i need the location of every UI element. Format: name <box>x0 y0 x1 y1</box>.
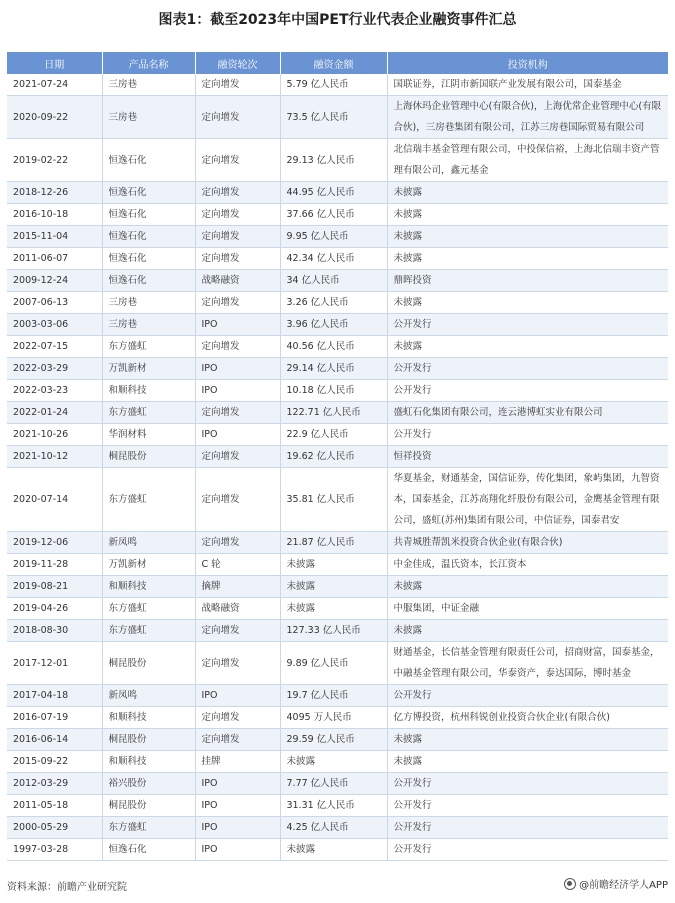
cell-company: 恒逸石化 <box>102 248 195 270</box>
table-row <box>7 248 668 270</box>
table-row <box>7 554 668 576</box>
cell-amount: 10.18 亿人民币 <box>280 380 387 402</box>
table-row <box>7 620 668 642</box>
cell-company: 和顺科技 <box>102 576 195 598</box>
cell-investors: 公开发行 <box>387 773 668 795</box>
cell-round: 定向增发 <box>195 402 280 424</box>
cell-round: 定向增发 <box>195 292 280 314</box>
cell-company: 三房巷 <box>102 314 195 336</box>
cell-date: 2007-06-13 <box>7 292 102 314</box>
cell-investors: 公开发行 <box>387 685 668 707</box>
cell-round: 定向增发 <box>195 226 280 248</box>
cell-date: 2019-04-26 <box>7 598 102 620</box>
cell-round: 定向增发 <box>195 642 280 685</box>
cell-company: 万凯新材 <box>102 358 195 380</box>
table-row <box>7 532 668 554</box>
cell-investors: 鼎晖投资 <box>387 270 668 292</box>
cell-amount: 9.89 亿人民币 <box>280 642 387 685</box>
cell-round: C 轮 <box>195 554 280 576</box>
table-row <box>7 598 668 620</box>
cell-amount: 29.13 亿人民币 <box>280 139 387 182</box>
cell-amount: 4095 万人民币 <box>280 707 387 729</box>
cell-investors: 公开发行 <box>387 424 668 446</box>
cell-investors: 公开发行 <box>387 314 668 336</box>
table-row <box>7 685 668 707</box>
cell-company: 和顺科技 <box>102 380 195 402</box>
cell-company: 东方盛虹 <box>102 620 195 642</box>
cell-amount: 22.9 亿人民币 <box>280 424 387 446</box>
cell-company: 裕兴股份 <box>102 773 195 795</box>
cell-amount: 42.34 亿人民币 <box>280 248 387 270</box>
cell-company: 恒逸石化 <box>102 204 195 226</box>
table-row <box>7 707 668 729</box>
cell-investors: 恒祥投资 <box>387 446 668 468</box>
cell-date: 2019-11-28 <box>7 554 102 576</box>
cell-round: 定向增发 <box>195 96 280 139</box>
cell-round: 定向增发 <box>195 468 280 532</box>
table-row <box>7 642 668 685</box>
cell-investors: 未披露 <box>387 729 668 751</box>
cell-investors: 上海休玛企业管理中心(有限合伙)，上海优常企业管理中心(有限合伙)，三房巷集团有限公司，江苏三房巷国际贸易有限公司 <box>387 96 668 139</box>
table-body <box>7 74 668 861</box>
cell-investors: 亿方博投资，杭州科锐创业投资合伙企业(有限合伙) <box>387 707 668 729</box>
cell-investors: 未披露 <box>387 751 668 773</box>
cell-date: 2009-12-24 <box>7 270 102 292</box>
financing-table <box>7 52 668 861</box>
cell-investors: 未披露 <box>387 204 668 226</box>
cell-round: 定向增发 <box>195 729 280 751</box>
cell-company: 万凯新材 <box>102 554 195 576</box>
cell-company: 东方盛虹 <box>102 468 195 532</box>
cell-investors: 北信瑞丰基金管理有限公司，中投保信裕，上海北信瑞丰资产管理有限公司，鑫元基金 <box>387 139 668 182</box>
table-row <box>7 380 668 402</box>
cell-investors: 未披露 <box>387 576 668 598</box>
cell-date: 2016-10-18 <box>7 204 102 226</box>
cell-company: 三房巷 <box>102 74 195 96</box>
cell-investors: 公开发行 <box>387 358 668 380</box>
cell-round: 定向增发 <box>195 139 280 182</box>
cell-company: 桐昆股份 <box>102 729 195 751</box>
cell-amount: 37.66 亿人民币 <box>280 204 387 226</box>
header-date: 日期 <box>7 52 102 74</box>
cell-amount: 73.5 亿人民币 <box>280 96 387 139</box>
cell-date: 2017-12-01 <box>7 642 102 685</box>
cell-amount: 44.95 亿人民币 <box>280 182 387 204</box>
cell-amount: 5.79 亿人民币 <box>280 74 387 96</box>
cell-investors: 中金佳成，温氏资本，长江资本 <box>387 554 668 576</box>
cell-amount: 19.7 亿人民币 <box>280 685 387 707</box>
cell-amount: 122.71 亿人民币 <box>280 402 387 424</box>
cell-company: 桐昆股份 <box>102 446 195 468</box>
source-note: 资料来源：前瞻产业研究院 <box>7 882 127 893</box>
cell-amount: 未披露 <box>280 751 387 773</box>
cell-company: 恒逸石化 <box>102 226 195 248</box>
cell-amount: 7.77 亿人民币 <box>280 773 387 795</box>
cell-investors: 未披露 <box>387 226 668 248</box>
cell-date: 2017-04-18 <box>7 685 102 707</box>
cell-company: 新凤鸣 <box>102 685 195 707</box>
cell-investors: 公开发行 <box>387 817 668 839</box>
cell-company: 恒逸石化 <box>102 182 195 204</box>
cell-investors: 未披露 <box>387 336 668 358</box>
cell-round: 定向增发 <box>195 248 280 270</box>
cell-date: 2021-10-26 <box>7 424 102 446</box>
cell-round: IPO <box>195 314 280 336</box>
cell-round: IPO <box>195 817 280 839</box>
cell-investors: 国联证券，江阴市新国联产业发展有限公司，国泰基金 <box>387 74 668 96</box>
cell-investors: 华夏基金，财通基金，国信证券，传化集团，象屿集团，九智资本，国泰基金，江苏高翔化纤股份有限公司，金鹰基金管理有限公司，盛虹(苏州)集团有限公司，中信证券，国泰君安 <box>387 468 668 532</box>
cell-date: 2018-12-26 <box>7 182 102 204</box>
cell-round: 定向增发 <box>195 336 280 358</box>
cell-round: 定向增发 <box>195 532 280 554</box>
cell-amount: 29.14 亿人民币 <box>280 358 387 380</box>
cell-date: 2021-10-12 <box>7 446 102 468</box>
cell-round: IPO <box>195 424 280 446</box>
cell-date: 2000-05-29 <box>7 817 102 839</box>
cell-date: 2015-09-22 <box>7 751 102 773</box>
cell-date: 2021-07-24 <box>7 74 102 96</box>
table-row <box>7 270 668 292</box>
cell-investors: 未披露 <box>387 248 668 270</box>
cell-date: 2022-03-29 <box>7 358 102 380</box>
cell-company: 桐昆股份 <box>102 642 195 685</box>
table-row <box>7 182 668 204</box>
cell-company: 新凤鸣 <box>102 532 195 554</box>
table-row <box>7 729 668 751</box>
cell-amount: 29.59 亿人民币 <box>280 729 387 751</box>
cell-round: 定向增发 <box>195 74 280 96</box>
cell-round: 定向增发 <box>195 204 280 226</box>
cell-amount: 40.56 亿人民币 <box>280 336 387 358</box>
header-investors: 投资机构 <box>387 52 668 74</box>
cell-company: 恒逸石化 <box>102 839 195 861</box>
table-row <box>7 358 668 380</box>
table-row <box>7 226 668 248</box>
cell-investors: 未披露 <box>387 620 668 642</box>
cell-company: 东方盛虹 <box>102 402 195 424</box>
cell-amount: 127.33 亿人民币 <box>280 620 387 642</box>
cell-date: 2016-07-19 <box>7 707 102 729</box>
header-company: 产品名称 <box>102 52 195 74</box>
cell-round: 定向增发 <box>195 182 280 204</box>
table-row <box>7 314 668 336</box>
cell-investors: 盛虹石化集团有限公司，连云港博虹实业有限公司 <box>387 402 668 424</box>
table-row <box>7 402 668 424</box>
cell-date: 2015-11-04 <box>7 226 102 248</box>
cell-company: 恒逸石化 <box>102 270 195 292</box>
cell-amount: 31.31 亿人民币 <box>280 795 387 817</box>
cell-date: 2020-07-14 <box>7 468 102 532</box>
table-row <box>7 817 668 839</box>
cell-date: 2011-06-07 <box>7 248 102 270</box>
cell-amount: 未披露 <box>280 839 387 861</box>
cell-round: IPO <box>195 773 280 795</box>
table-header-row <box>7 52 668 74</box>
table-row <box>7 204 668 226</box>
cell-investors: 公开发行 <box>387 839 668 861</box>
chart-title: 图表1：截至2023年中国PET行业代表企业融资事件汇总 <box>158 12 517 28</box>
cell-round: 摘牌 <box>195 576 280 598</box>
cell-round: 战略融资 <box>195 598 280 620</box>
cell-amount: 35.81 亿人民币 <box>280 468 387 532</box>
cell-round: 定向增发 <box>195 620 280 642</box>
cell-amount: 4.25 亿人民币 <box>280 817 387 839</box>
cell-amount: 9.95 亿人民币 <box>280 226 387 248</box>
table-row <box>7 576 668 598</box>
cell-round: IPO <box>195 685 280 707</box>
cell-investors: 公开发行 <box>387 795 668 817</box>
brand-text: @前瞻经济学人APP <box>579 880 668 891</box>
cell-round: 战略融资 <box>195 270 280 292</box>
cell-investors: 未披露 <box>387 292 668 314</box>
cell-amount: 未披露 <box>280 576 387 598</box>
table-row <box>7 446 668 468</box>
header-round: 融资轮次 <box>195 52 280 74</box>
cell-date: 2020-09-22 <box>7 96 102 139</box>
qianzhan-logo-icon <box>564 878 576 890</box>
cell-date: 2016-06-14 <box>7 729 102 751</box>
cell-company: 恒逸石化 <box>102 139 195 182</box>
cell-date: 2012-03-29 <box>7 773 102 795</box>
cell-investors: 未披露 <box>387 182 668 204</box>
table-row <box>7 468 668 532</box>
cell-amount: 21.87 亿人民币 <box>280 532 387 554</box>
cell-date: 2019-02-22 <box>7 139 102 182</box>
cell-date: 2019-12-06 <box>7 532 102 554</box>
table-row <box>7 336 668 358</box>
cell-date: 2018-08-30 <box>7 620 102 642</box>
table-row <box>7 424 668 446</box>
cell-company: 东方盛虹 <box>102 598 195 620</box>
cell-company: 东方盛虹 <box>102 336 195 358</box>
cell-amount: 未披露 <box>280 598 387 620</box>
cell-company: 三房巷 <box>102 96 195 139</box>
cell-date: 2022-07-15 <box>7 336 102 358</box>
table-row <box>7 751 668 773</box>
table-row <box>7 96 668 139</box>
cell-round: IPO <box>195 358 280 380</box>
cell-date: 2022-03-23 <box>7 380 102 402</box>
cell-round: 定向增发 <box>195 707 280 729</box>
cell-amount: 3.26 亿人民币 <box>280 292 387 314</box>
cell-amount: 19.62 亿人民币 <box>280 446 387 468</box>
header-amount: 融资金额 <box>280 52 387 74</box>
cell-company: 三房巷 <box>102 292 195 314</box>
brand-watermark <box>564 876 668 891</box>
table-row <box>7 139 668 182</box>
cell-date: 2011-05-18 <box>7 795 102 817</box>
cell-investors: 共青城胜帮凯米投资合伙企业(有限合伙) <box>387 532 668 554</box>
table-row <box>7 773 668 795</box>
cell-company: 华润材料 <box>102 424 195 446</box>
cell-company: 东方盛虹 <box>102 817 195 839</box>
cell-company: 和顺科技 <box>102 751 195 773</box>
cell-amount: 34 亿人民币 <box>280 270 387 292</box>
cell-amount: 未披露 <box>280 554 387 576</box>
cell-date: 2019-08-21 <box>7 576 102 598</box>
cell-investors: 中服集团，中证金融 <box>387 598 668 620</box>
cell-round: IPO <box>195 380 280 402</box>
cell-investors: 财通基金，长信基金管理有限责任公司，招商财富，国泰基金，中融基金管理有限公司，华泰资产，泰达国际，博时基金 <box>387 642 668 685</box>
cell-company: 桐昆股份 <box>102 795 195 817</box>
cell-amount: 3.96 亿人民币 <box>280 314 387 336</box>
cell-company: 和顺科技 <box>102 707 195 729</box>
table-row <box>7 292 668 314</box>
table-row <box>7 795 668 817</box>
table-row <box>7 839 668 861</box>
cell-round: 挂牌 <box>195 751 280 773</box>
cell-date: 2003-03-06 <box>7 314 102 336</box>
cell-investors: 公开发行 <box>387 380 668 402</box>
cell-round: IPO <box>195 839 280 861</box>
cell-round: 定向增发 <box>195 446 280 468</box>
cell-date: 2022-01-24 <box>7 402 102 424</box>
cell-round: IPO <box>195 795 280 817</box>
cell-date: 1997-03-28 <box>7 839 102 861</box>
table-row <box>7 74 668 96</box>
